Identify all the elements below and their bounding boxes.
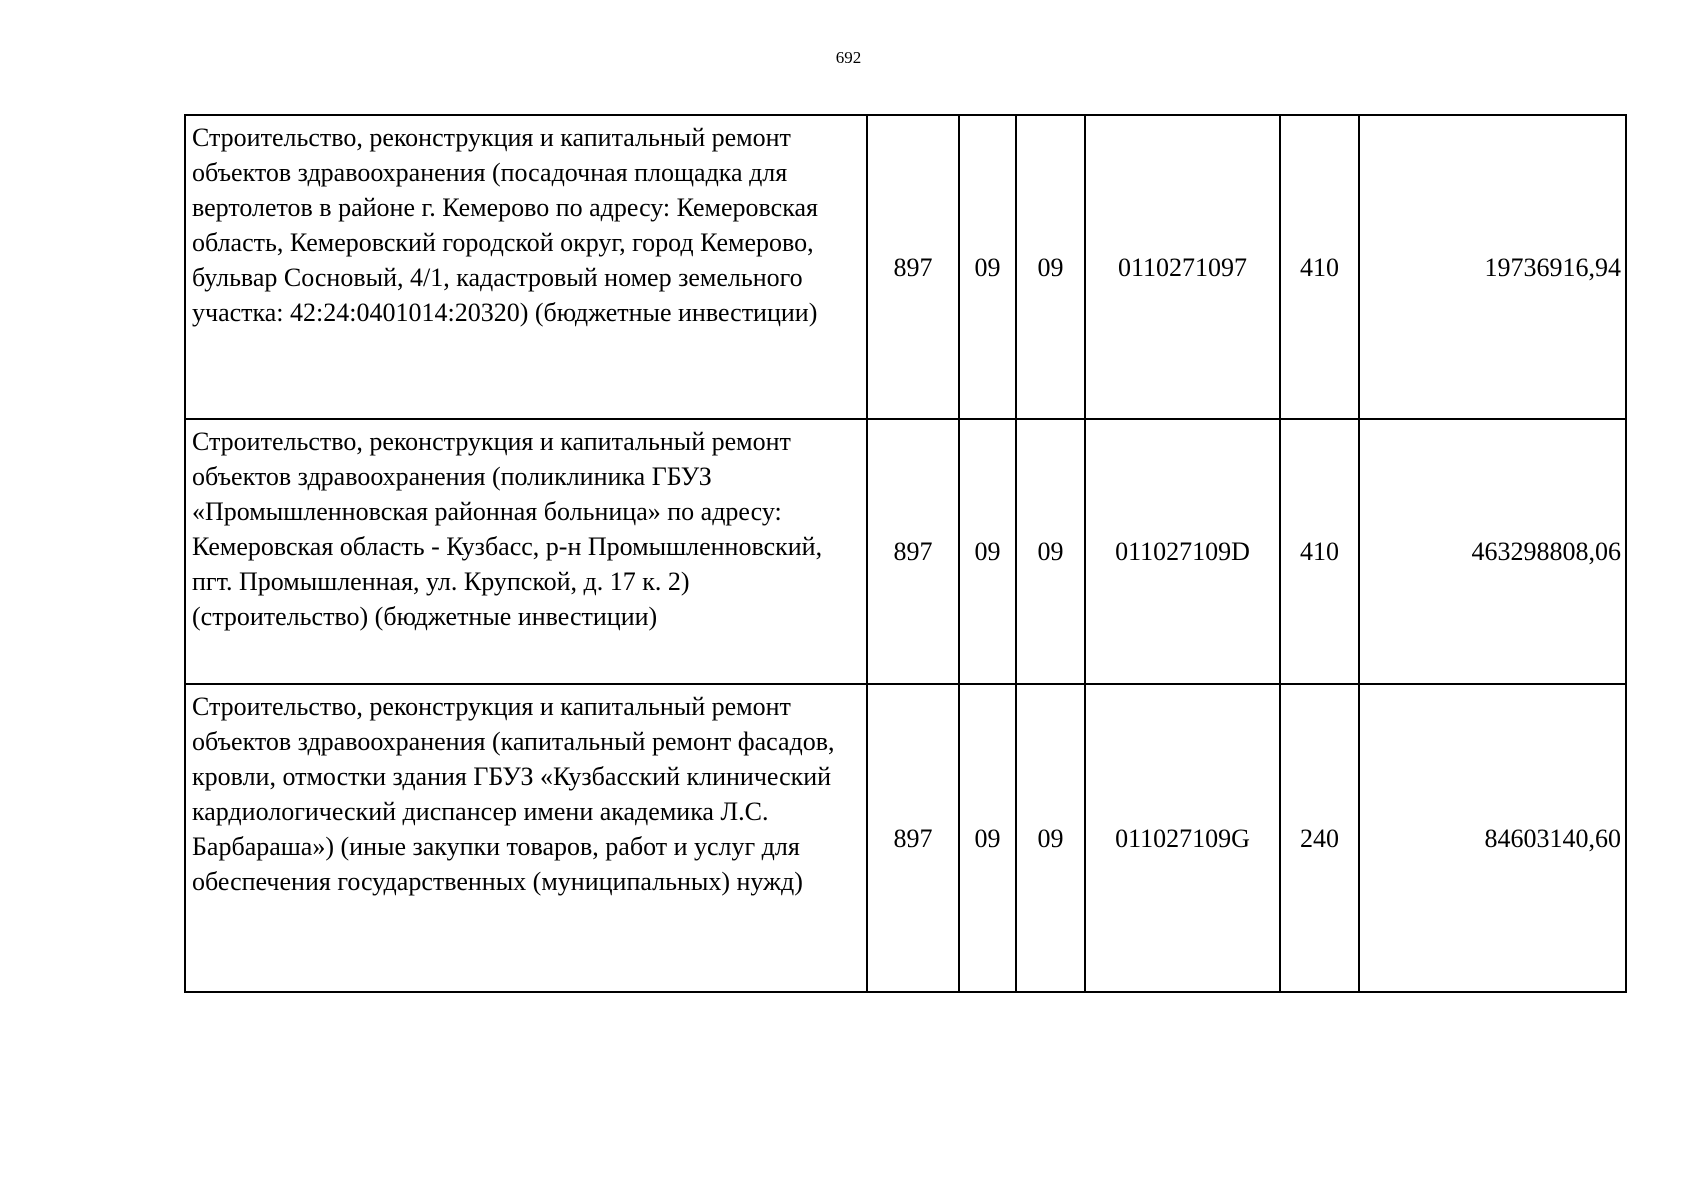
amount-value: 19736916,94 <box>1359 115 1626 419</box>
target-article-code: 011027109D <box>1085 419 1280 684</box>
ministry-code: 897 <box>867 684 959 992</box>
amount-value: 463298808,06 <box>1359 419 1626 684</box>
section-code: 09 <box>959 115 1016 419</box>
target-article-code: 0110271097 <box>1085 115 1280 419</box>
row-description: Строительство, реконструкция и капитальный ремонт объектов здравоохранения (капитальный ремонт фасадов, кровли, отмостки здания ГБУЗ «Кузбасский клинический кардиологический диспансер имени академика Л.С. Барбараша») (иные закупки товаров, работ и услуг для обеспечения государственных (муниципальных) нужд) <box>185 684 867 992</box>
row-description: Строительство, реконструкция и капитальный ремонт объектов здравоохранения (поликлиника ГБУЗ «Промышленновская районная больница» по адресу: Кемеровская область - Кузбасс, р-н Промышленновский, пгт. Промышленная, ул. Крупской, д. 17 к. 2) (строительство) (бюджетные инвестиции) <box>185 419 867 684</box>
ministry-code: 897 <box>867 115 959 419</box>
row-description: Строительство, реконструкция и капитальный ремонт объектов здравоохранения (посадочная площадка для вертолетов в районе г. Кемерово по адресу: Кемеровская область, Кемеровский городской округ, город Кемерово, бульвар Сосновый, 4/1, кадастровый номер земельного участка: 42:24:0401014:20320) (бюджетные инвестиции) <box>185 115 867 419</box>
expense-type-code: 410 <box>1280 115 1359 419</box>
amount-value: 84603140,60 <box>1359 684 1626 992</box>
expense-type-code: 240 <box>1280 684 1359 992</box>
expense-type-code: 410 <box>1280 419 1359 684</box>
table-row <box>185 684 1626 992</box>
table-row <box>185 115 1626 419</box>
table-row <box>185 419 1626 684</box>
target-article-code: 011027109G <box>1085 684 1280 992</box>
subsection-code: 09 <box>1016 684 1085 992</box>
section-code: 09 <box>959 684 1016 992</box>
budget-table <box>184 114 1627 993</box>
subsection-code: 09 <box>1016 419 1085 684</box>
subsection-code: 09 <box>1016 115 1085 419</box>
section-code: 09 <box>959 419 1016 684</box>
page-number: 692 <box>835 48 862 67</box>
ministry-code: 897 <box>867 419 959 684</box>
